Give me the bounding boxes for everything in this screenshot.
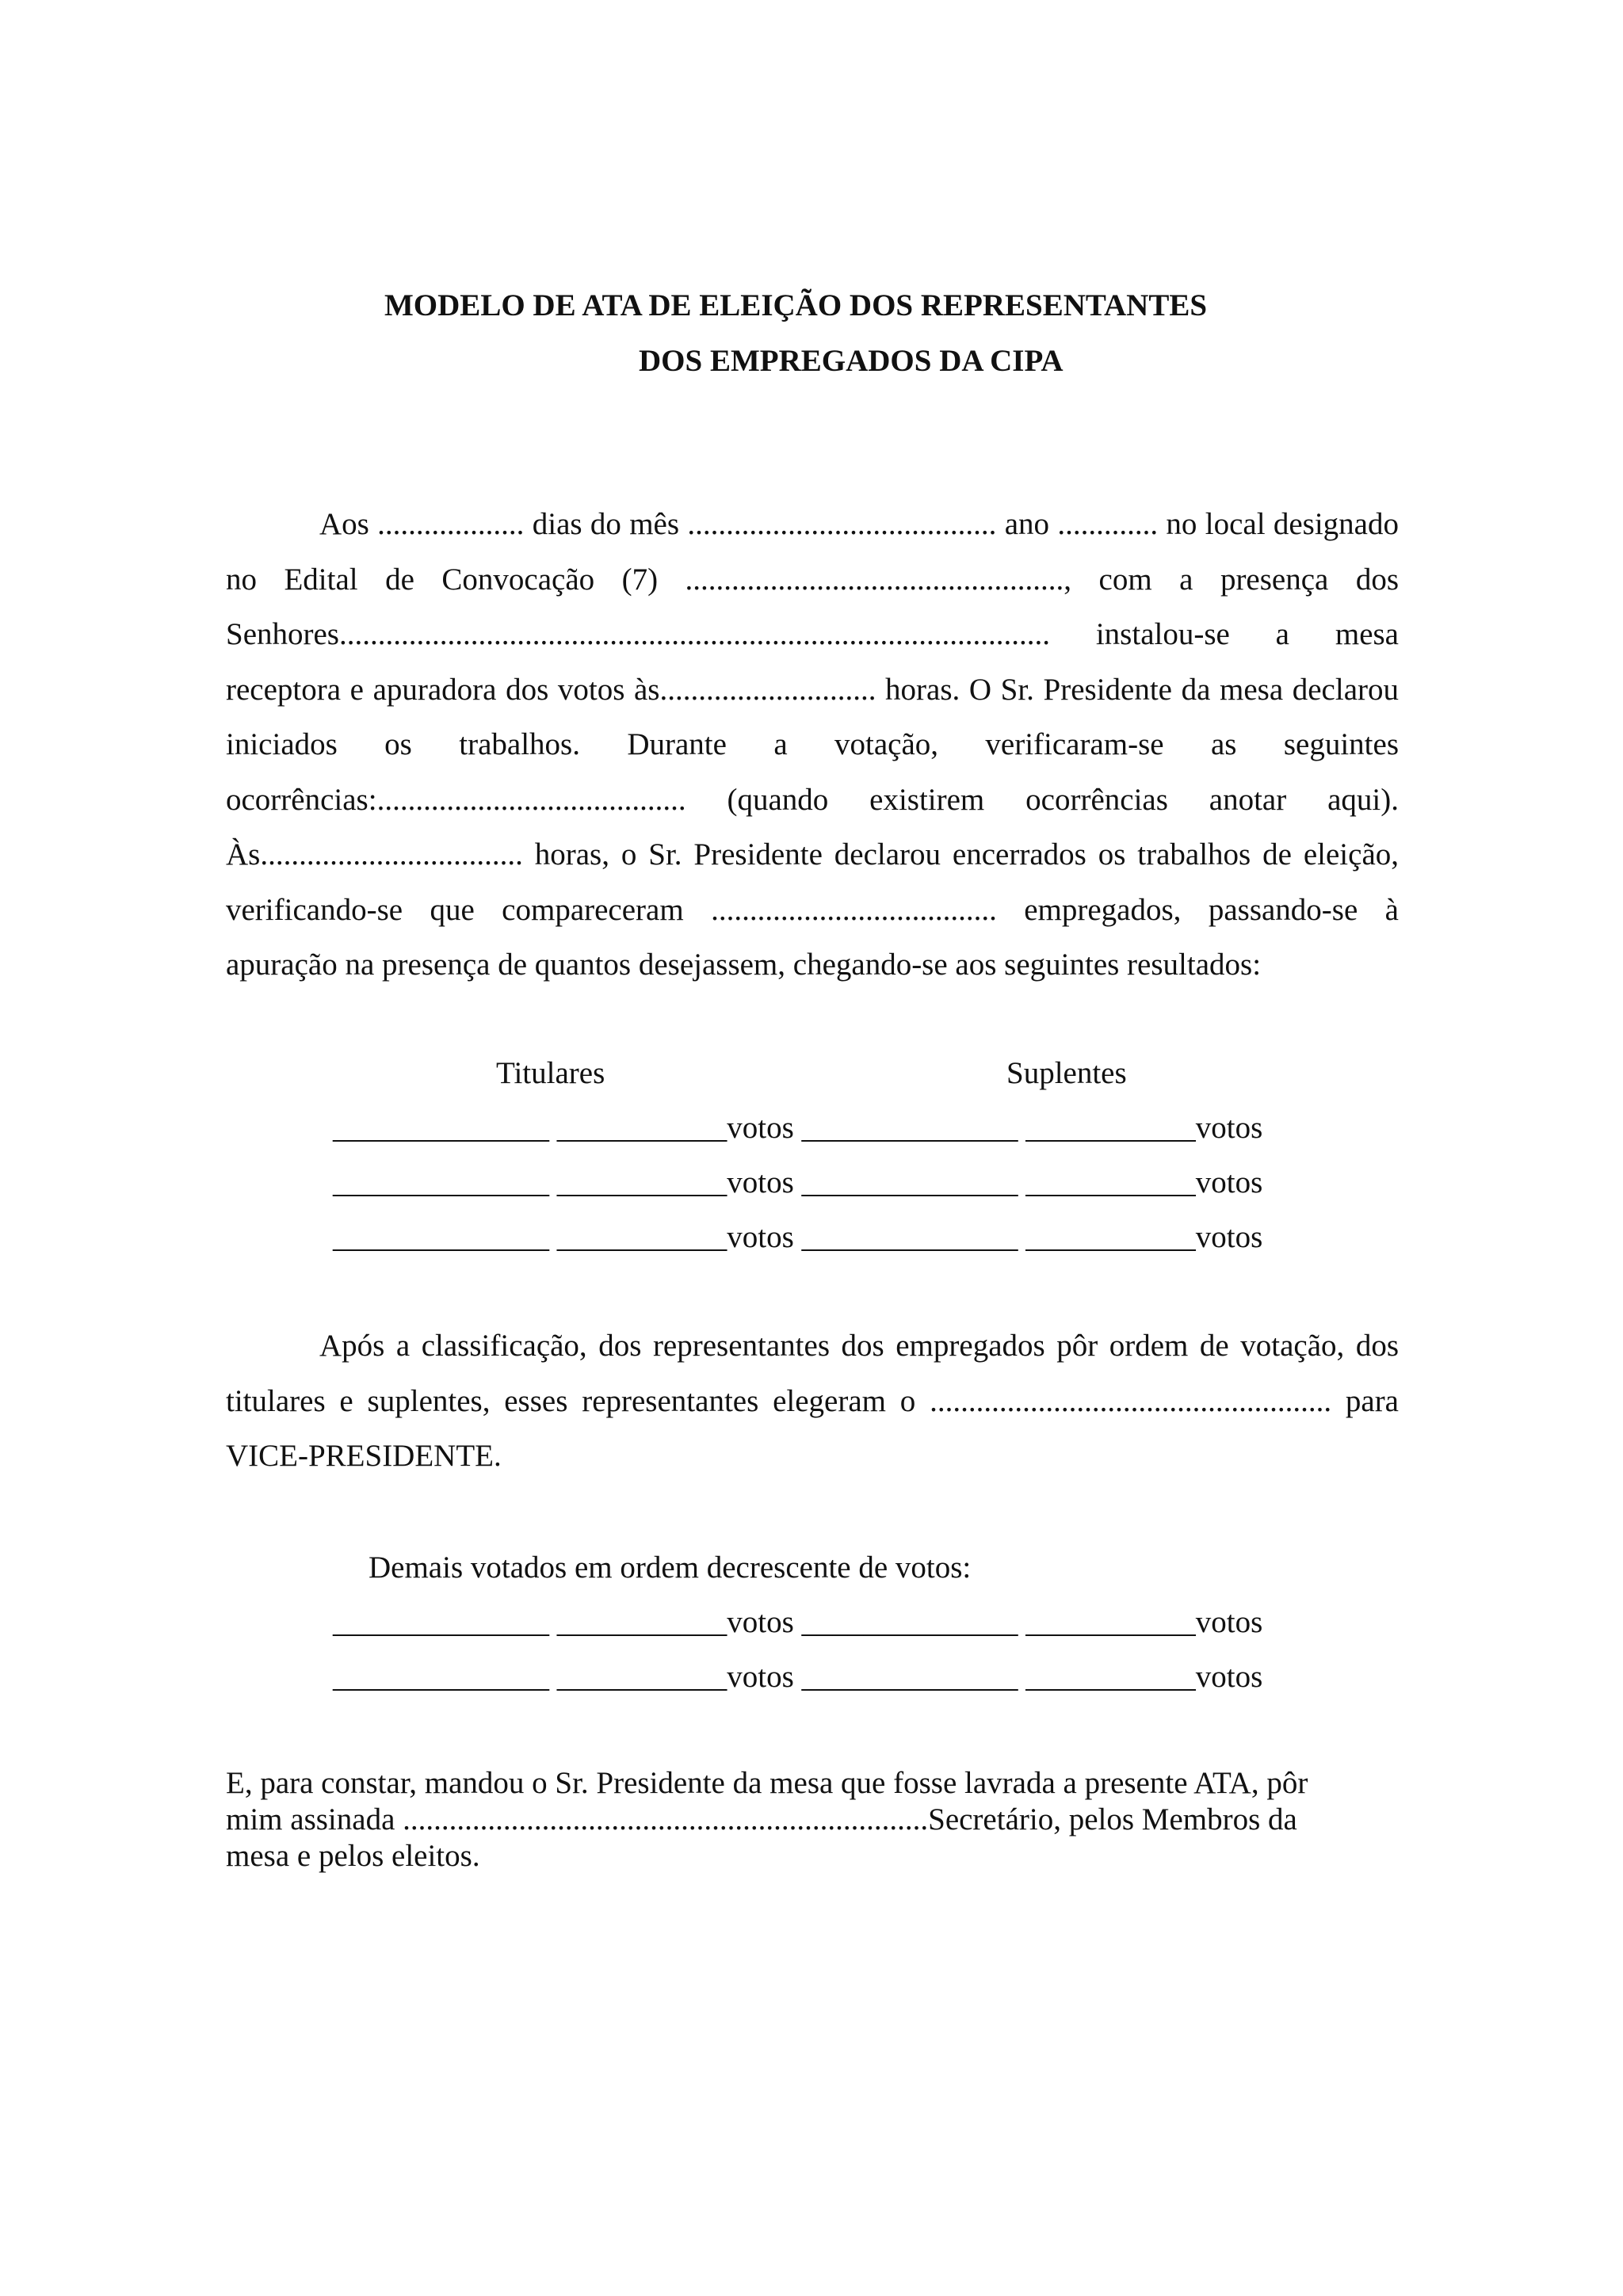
document-title-line-2: DOS EMPREGADOS DA CIPA [639,344,1064,378]
suplentes-header: Suplentes [1006,1056,1127,1090]
vote-row-1: ______________ ___________votos ______________ ___________votos [333,1111,1263,1145]
vote-row-2: ______________ ___________votos ______________ ___________votos [333,1165,1263,1199]
closing-line-1: E, para constar, mandou o Sr. Presidente da mesa que fosse lavrada a presente ATA, pôr [226,1766,1308,1800]
closing-paragraph [226,1765,1399,1875]
opening-paragraph-text: Aos ................... dias do mês ........................................ ano ............. no local designado no Edital de Convocação (7) ................................................., com a presença dos Senhores............................................................................................ instalou-se a mesa receptora e apuradora dos votos às............................ horas. O Sr. Presidente da mesa declarou iniciados os trabalhos. Durante a votação, verificaram-se as seguintes ocorrências:........................................ (quando existirem ocorrências anotar aqui). Às.................................. horas, o Sr. Presidente declarou encerrados os trabalhos de eleição, verificando-se que compareceram ..................................... empregados, passando-se à apuração na presença de quantos desejassem, chegando-se aos seguintes resultados: [226,507,1399,982]
opening-paragraph [226,497,1399,993]
vote-row-3: ______________ ___________votos ______________ ___________votos [333,1220,1263,1254]
closing-line-2: mim assinada ....................................................................Secretário, pelos Membros da [226,1802,1297,1836]
closing-line-3: mesa e pelos eleitos. [226,1839,480,1873]
document-title-line-1: MODELO DE ATA DE ELEIÇÃO DOS REPRESENTANTES [384,288,1208,322]
other-voted-label: Demais votados em ordem decrescente de votos: [369,1550,972,1585]
other-vote-row-1: ______________ ___________votos ______________ ___________votos [333,1605,1263,1639]
classification-paragraph [226,1318,1399,1484]
titulares-header: Titulares [496,1056,605,1090]
other-vote-row-2: ______________ ___________votos ______________ ___________votos [333,1660,1263,1694]
classification-paragraph-text: Após a classificação, dos representantes dos empregados pôr ordem de votação, dos titulares e suplentes, esses representantes elegeram o .................................................... para VICE-PRESIDENTE. [226,1329,1399,1473]
